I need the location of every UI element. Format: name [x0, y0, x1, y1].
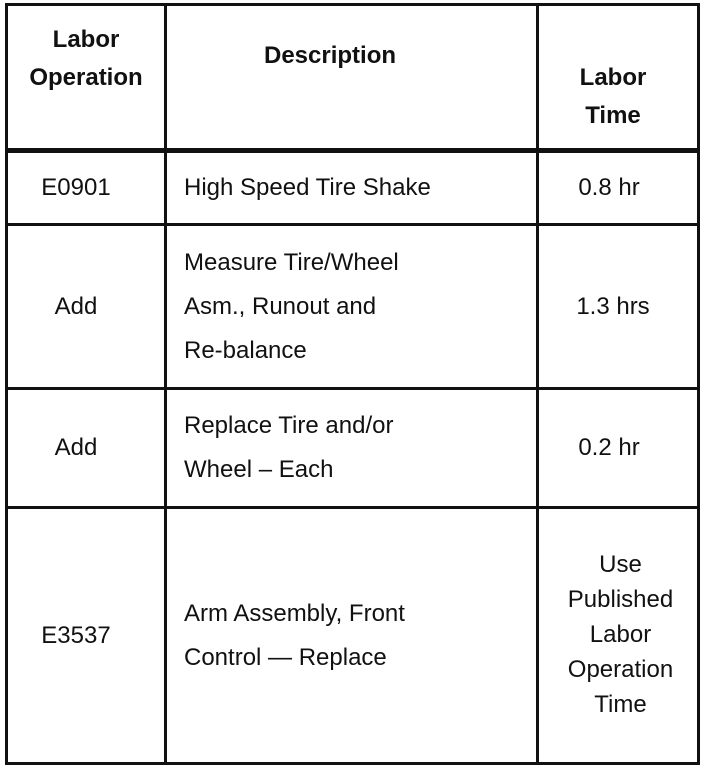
header-description: Description [263, 42, 397, 69]
row-4-description: Arm Assembly, Front Control — Replace [184, 599, 405, 671]
row-1-operation: E0901 [41, 174, 111, 201]
header-labor-operation: Labor Operation [29, 26, 143, 91]
row-2-time: 1.3 hrs [576, 292, 650, 320]
row-1-time: 0.8 hr [578, 174, 640, 201]
row-3-operation: Add [54, 434, 98, 461]
row-2-operation: Add [54, 292, 98, 320]
table-border-bottom [5, 762, 700, 765]
row-4-time: Use Published Labor Operation Time [567, 551, 674, 718]
row-3-time: 0.2 hr [578, 434, 640, 461]
header-labor-time: Labor Time [579, 64, 647, 129]
row-3-description: Replace Tire and/or Wheel – Each [184, 412, 394, 483]
table-border-top [5, 3, 700, 6]
row-2-description: Measure Tire/Wheel Asm., Runout and Re-balance [184, 248, 399, 364]
row-4-operation: E3537 [41, 621, 111, 649]
row-1-description: High Speed Tire Shake [184, 174, 431, 201]
